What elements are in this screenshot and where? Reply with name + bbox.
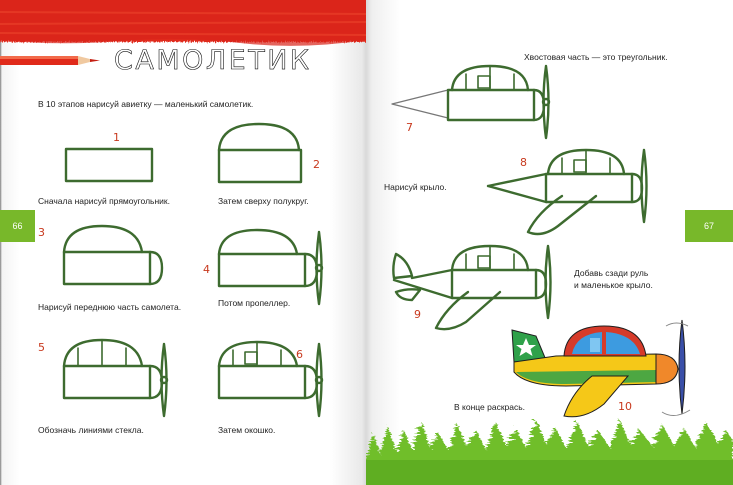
- intro-text: В 10 этапов нарисуй авиетку — маленький самолетик.: [38, 99, 254, 109]
- step-7-drawing: [386, 62, 566, 142]
- step-6-number: 6: [296, 348, 303, 361]
- step-1-caption: Сначала нарисуй прямоугольник.: [38, 196, 171, 206]
- step-9-caption-line-2: и маленькое крыло.: [574, 280, 653, 290]
- step-5-caption: Обозначь линиями стекла.: [38, 425, 144, 435]
- step-10-colored-plane: [506, 316, 696, 426]
- page-title: САМОЛЕТИК: [114, 45, 312, 76]
- step-8-caption: Нарисуй крыло.: [384, 182, 447, 192]
- step-2-number: 2: [313, 158, 320, 171]
- step-1-drawing: [60, 145, 160, 185]
- step-3-number: 3: [38, 226, 45, 239]
- step-4-drawing: [215, 228, 335, 308]
- step-10-caption: В конце раскрась.: [454, 402, 526, 412]
- step-4-number: 4: [203, 263, 210, 276]
- step-3-caption: Нарисуй переднюю часть самолета.: [38, 302, 182, 312]
- step-9-number: 9: [414, 308, 421, 321]
- step-8-number: 8: [520, 156, 527, 169]
- page-number-right: 67: [685, 210, 733, 242]
- green-grass-band: [366, 416, 733, 485]
- step-5-drawing: [60, 336, 180, 418]
- step-6-caption: Затем окошко.: [218, 425, 276, 435]
- step-8-drawing: [484, 148, 664, 240]
- red-crayon-band: [0, 0, 366, 50]
- step-6-drawing: [215, 340, 335, 420]
- left-page: [0, 0, 366, 485]
- pencil-icon: [0, 50, 110, 70]
- step-3-drawing: [60, 222, 170, 288]
- step-5-number: 5: [38, 341, 45, 354]
- right-page: [366, 0, 733, 485]
- step-7-caption: Хвостовая часть — это треугольник.: [524, 52, 668, 62]
- step-7-number: 7: [406, 121, 413, 134]
- step-2-caption: Затем сверху полукруг.: [218, 196, 309, 206]
- step-2-drawing: [215, 122, 315, 186]
- step-10-number: 10: [618, 400, 632, 413]
- page-number-left: 66: [0, 210, 35, 242]
- step-9-caption-line-1: Добавь сзади руль: [574, 268, 649, 278]
- step-4-caption: Потом пропеллер.: [218, 298, 291, 308]
- step-1-number: 1: [113, 131, 120, 144]
